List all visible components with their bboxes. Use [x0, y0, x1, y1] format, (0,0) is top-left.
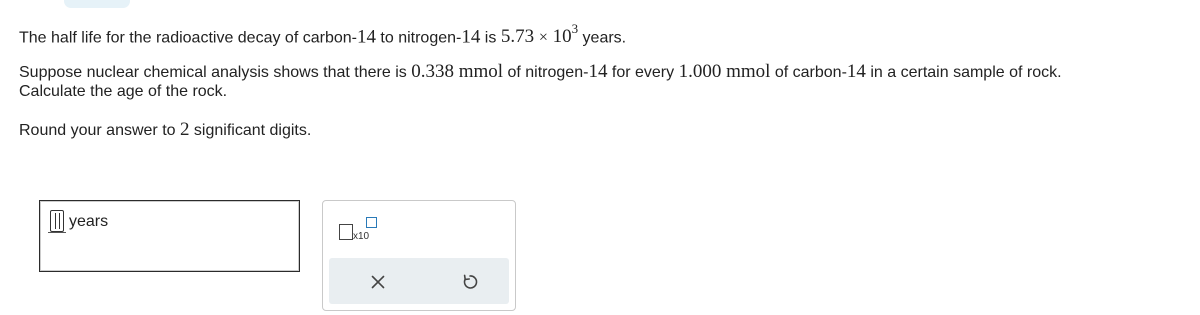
mass-number: 14 — [356, 26, 376, 48]
answer-input-field[interactable] — [50, 210, 64, 232]
nitrogen-amount: 0.338 mmol — [411, 61, 504, 82]
mantissa-placeholder-icon — [339, 224, 353, 240]
close-icon — [371, 275, 385, 289]
times-symbol: × — [538, 29, 548, 47]
rounding-instruction — [19, 120, 311, 141]
math-keypad — [322, 200, 516, 311]
statement-text: for every — [607, 64, 679, 81]
statement-text: Suppose nuclear chemical analysis shows that there is — [19, 64, 412, 81]
top-tab-decoration — [64, 0, 130, 8]
statement-text: is — [480, 29, 501, 47]
statement-text: in a certain sample of rock. — [865, 64, 1062, 81]
undo-button[interactable] — [459, 271, 481, 293]
analysis-statement — [19, 62, 1062, 83]
half-life-value — [500, 21, 579, 48]
scientific-notation-button[interactable] — [339, 217, 383, 247]
statement-text: years. — [578, 29, 627, 47]
answer-input-box[interactable] — [39, 200, 300, 272]
statement-text: of nitrogen- — [503, 64, 589, 81]
task-statement: Calculate the age of the rock. — [19, 83, 228, 100]
statement-text: significant digits. — [189, 122, 312, 139]
mass-number: 14 — [846, 61, 866, 82]
half-life-exponent: 3 — [571, 21, 579, 36]
half-life-mantissa: 5.73 — [500, 26, 535, 48]
half-life-base: 10 — [552, 26, 572, 48]
statement-text: to nitrogen- — [375, 29, 462, 47]
undo-icon — [461, 273, 479, 291]
significant-digits-count: 2 — [179, 119, 190, 140]
exponent-placeholder-icon — [366, 217, 377, 228]
keypad-action-bar — [329, 258, 509, 304]
x10-label: x10 — [353, 231, 370, 242]
clear-button[interactable] — [367, 271, 389, 293]
carbon-amount: 1.000 mmol — [678, 61, 771, 82]
statement-text: of carbon- — [770, 64, 847, 81]
mass-number: 14 — [588, 61, 608, 82]
statement-text: Round your answer to — [19, 122, 180, 139]
statement-text: The half life for the radioactive decay of carbon- — [19, 29, 357, 47]
half-life-statement — [19, 21, 626, 48]
answer-unit-label: years — [69, 213, 109, 230]
mass-number: 14 — [461, 26, 481, 48]
